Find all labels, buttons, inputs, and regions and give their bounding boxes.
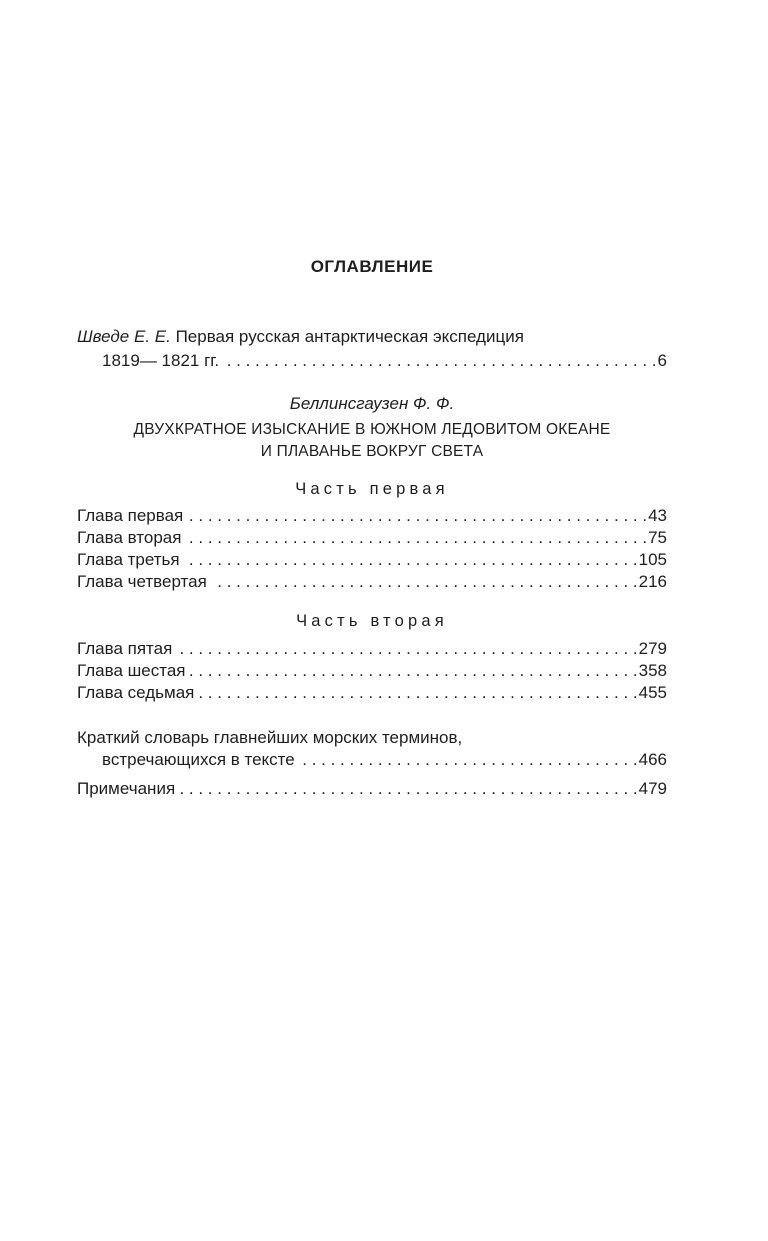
toc-entry[interactable]	[77, 527, 667, 549]
chapter-page-number: 75	[648, 528, 667, 547]
intro-page-number: 6	[657, 351, 667, 370]
intro-entry-line2[interactable]	[102, 350, 667, 372]
glossary-page-number: 466	[638, 750, 667, 769]
chapter-label: Глава седьмая	[77, 683, 195, 702]
book-author: Беллинсгаузен Ф. Ф.	[289, 394, 455, 413]
leader-dots	[190, 660, 638, 682]
glossary-entry-line2[interactable]	[102, 749, 667, 771]
toc-entry[interactable]	[77, 505, 667, 527]
notes-page-number: 479	[638, 779, 667, 798]
toc-title: ОГЛАВЛЕНИЕ	[310, 257, 434, 276]
leader-dots	[223, 350, 656, 372]
leader-dots	[179, 778, 637, 800]
glossary-label: встречающихся в тексте	[102, 750, 295, 769]
book-title-line2: И ПЛАВАНЬЕ ВОКРУГ СВЕТА	[260, 443, 484, 460]
chapter-page-number: 279	[638, 639, 667, 658]
leader-dots	[176, 638, 637, 660]
intro-author: Шведе Е. Е.	[77, 327, 171, 346]
toc-entry[interactable]	[77, 660, 667, 682]
toc-entry[interactable]	[77, 638, 667, 660]
notes-entry[interactable]	[77, 778, 667, 800]
book-title-line1: ДВУХКРАТНОЕ ИЗЫСКАНИЕ В ЮЖНОМ ЛЕДОВИТОМ ОКЕАНЕ	[133, 421, 611, 438]
intro-entry-line1[interactable]	[77, 326, 667, 348]
notes-label: Примечания	[77, 779, 176, 798]
part1-heading: Часть первая	[295, 480, 449, 498]
intro-title-line1: Первая русская антарктическая экспедиция	[175, 327, 524, 346]
intro-title-line2: 1819— 1821 гг.	[102, 351, 220, 370]
leader-dots	[299, 749, 638, 771]
chapter-label: Глава пятая	[77, 639, 173, 658]
toc-entry[interactable]	[77, 571, 667, 593]
leader-dots	[198, 682, 637, 704]
leader-dots	[185, 527, 647, 549]
leader-dots	[184, 549, 638, 571]
leader-dots	[187, 505, 647, 527]
toc-entry[interactable]	[77, 549, 667, 571]
chapter-label: Глава третья	[77, 550, 180, 569]
glossary-entry-line1[interactable]: Краткий словарь главнейших морских терминов,	[77, 728, 463, 747]
chapter-label: Глава первая	[77, 506, 184, 525]
chapter-page-number: 455	[638, 683, 667, 702]
chapter-page-number: 216	[638, 572, 667, 591]
chapter-page-number: 358	[638, 661, 667, 680]
chapter-page-number: 43	[648, 506, 667, 525]
chapter-page-number: 105	[638, 550, 667, 569]
chapter-label: Глава четвертая	[77, 572, 207, 591]
part2-heading: Часть вторая	[296, 612, 448, 630]
toc-entry[interactable]	[77, 682, 667, 704]
leader-dots	[211, 571, 638, 593]
chapter-label: Глава шестая	[77, 661, 186, 680]
chapter-label: Глава вторая	[77, 528, 182, 547]
